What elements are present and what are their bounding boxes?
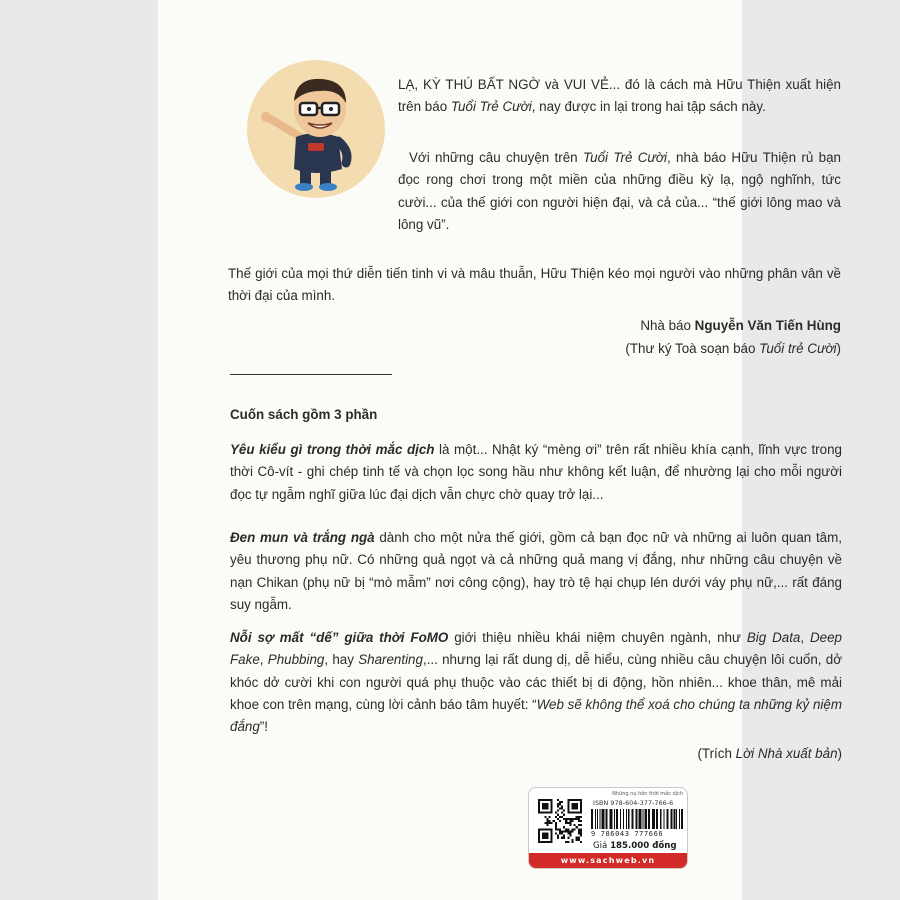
book-part-1: Yêu kiểu gì trong thời mắc dịch là một... Nhật ký “mèng ơi” trên rất nhiều khía cạnh, lĩnh vực trong thời Cô-vít - ghi chép tinh tế và chọn lọc song hầu như không kết luận, để nhường lại cho mỗi người đọc tự ngẫm nghĩ giữa lúc đại dịch vẫn chực chờ quay trở lại... — [230, 442, 842, 502]
intro-paragraph-1: LẠ, KỲ THÚ BẤT NGỜ và VUI VẺ... đó là cách mà Hữu Thiện xuất hiện trên báo Tuổi Trẻ Cười, nay được in lại trong hai tập sách này. — [398, 77, 841, 115]
qr-code-icon — [538, 799, 582, 843]
barcode-number: 9 786043 777666 — [591, 830, 664, 838]
barcode-sticker — [528, 787, 688, 869]
book-back-cover — [158, 0, 843, 900]
book-part-2: Đen mun và trắng ngà dành cho một nửa thế giới, gồm cả bạn đọc nữ và những ai luôn quan tâm, yêu thương phụ nữ. Có những quả ngọt và cả những quả mang vị đắng, như những câu chuyện về nạn Chikan (phụ nữ bị “mò mẫm” nơi công cộng), hay trò tệ hại chụp lén dưới váy phụ nữ,... rất đáng suy ngẫm. — [230, 530, 842, 612]
price-text: Giá 185.000 đồng — [593, 841, 677, 851]
author-name: Nhà báo Nguyễn Văn Tiến Hùng — [640, 318, 841, 333]
pointing-hand — [261, 112, 271, 122]
left-leg — [300, 167, 311, 185]
isbn-text: ISBN 978-604-377-766-6 — [593, 800, 674, 807]
left-margin — [0, 0, 158, 900]
sticker-book-title: Những nụ hôn thời mắc dịch — [612, 791, 683, 797]
right-shoe — [319, 183, 337, 191]
book-parts-heading: Cuốn sách gồm 3 phần — [230, 407, 378, 422]
cartoon-avatar-illustration — [246, 59, 386, 199]
shirt-logo — [308, 143, 324, 151]
left-shoe — [295, 183, 313, 191]
website-band: www.sachweb.vn — [529, 853, 687, 868]
right-leg — [320, 167, 331, 185]
intro-paragraph-2: Với những câu chuyện trên Tuổi Trẻ Cười, nhà báo Hữu Thiện rủ bạn đọc rong chơi trong một miền của những điều kỳ lạ, ngộ nghĩnh, tức cười... của thế giới con người hiện đại, và cả của... “thế giới lông mao và lông vũ”. — [398, 150, 841, 232]
intro-paragraph-3: Thế giới của mọi thứ diễn tiến tinh vi và mâu thuẫn, Hữu Thiện kéo mọi người vào những phân vân về thời đại của mình. — [228, 266, 841, 304]
author-title: (Thư ký Toà soạn báo Tuổi trẻ Cười) — [625, 341, 841, 356]
citation: (Trích Lời Nhà xuất bản) — [697, 746, 842, 761]
book-part-3: Nỗi sợ mất “dế” giữa thời FoMO giới thiệu nhiều khái niệm chuyên ngành, như Big Data, Deep Fake, Phubbing, hay Sharenting,... nhưng lại rất dung dị, dễ hiểu, cùng nhiều câu chuyện lôi cuốn, dở khóc dở cười khi con người quá phụ thuộc vào các thiết bị di động, hồn nhiên... khoe thân, mê mải khoe con trên mạng, cùng lời cảnh báo tâm huyết: “Web sẽ không thể xoá cho chúng ta những kỷ niệm đắng”! — [230, 630, 843, 735]
divider-line — [230, 374, 392, 375]
barcode-icon — [591, 809, 683, 829]
